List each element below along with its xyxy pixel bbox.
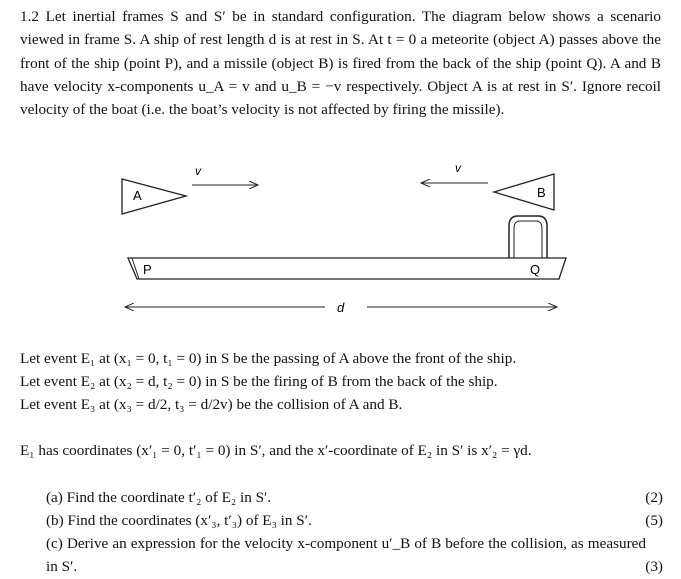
- object-a-triangle: [122, 179, 186, 214]
- label-a: A: [133, 188, 142, 203]
- velocity-label-a: v: [195, 164, 201, 178]
- velocity-label-b: v: [455, 161, 461, 175]
- missile-launcher: [509, 216, 547, 258]
- length-label: d: [337, 300, 345, 315]
- event-e2: Let event E₂ at (x₂ = d, t₂ = 0) in S be the firing of B from the back of the ship.: [20, 373, 498, 390]
- e1-coordinates-statement: E₁ has coordinates (x′₁ = 0, t′₁ = 0) in S′, and the x′-coordinate of E₂ in S′ is x′₂ = γd.: [20, 442, 532, 459]
- question-c-text: (c) Derive an expression for the velocity x-component u′_B of B before the collision, as measured in S′.: [46, 535, 646, 576]
- question-c-marks: (3): [645, 558, 663, 576]
- question-b-marks: (5): [645, 512, 663, 529]
- question-a-marks: (2): [645, 489, 663, 506]
- ship-hull: [128, 258, 566, 279]
- question-c: [46, 532, 663, 579]
- label-q: Q: [530, 262, 541, 277]
- event-e3: Let event E₃ at (x₃ = d/2, t₃ = d/2v) be the collision of A and B.: [20, 396, 403, 413]
- question-a: [46, 486, 663, 509]
- question-a-text: (a) Find the coordinate t′₂ of E₂ in S′.: [46, 489, 272, 506]
- label-b: B: [537, 185, 546, 200]
- question-b-text: (b) Find the coordinates (x′₃, t′₃) of E₃ in S′.: [46, 512, 312, 529]
- label-p: P: [143, 262, 152, 277]
- intro-paragraph: 1.2 Let inertial frames S and S′ be in standard configuration. The diagram below shows a scenario viewed in frame S. A ship of rest length d is at rest in S. At t = 0 a meteorite (object A) passes above the front of the ship (point P), and a missile (object B) is fired from the back of the ship (point Q). A and B have velocity x-components u_A = v and u_B = −v respectively. Object A is at rest in S′. Ignore recoil velocity of the boat (i.e. the boat’s velocity is not affected by firing the missile).: [20, 8, 661, 119]
- event-e1: Let event E₁ at (x₁ = 0, t₁ = 0) in S be the passing of A above the front of the ship.: [20, 350, 517, 367]
- question-b: [46, 509, 663, 532]
